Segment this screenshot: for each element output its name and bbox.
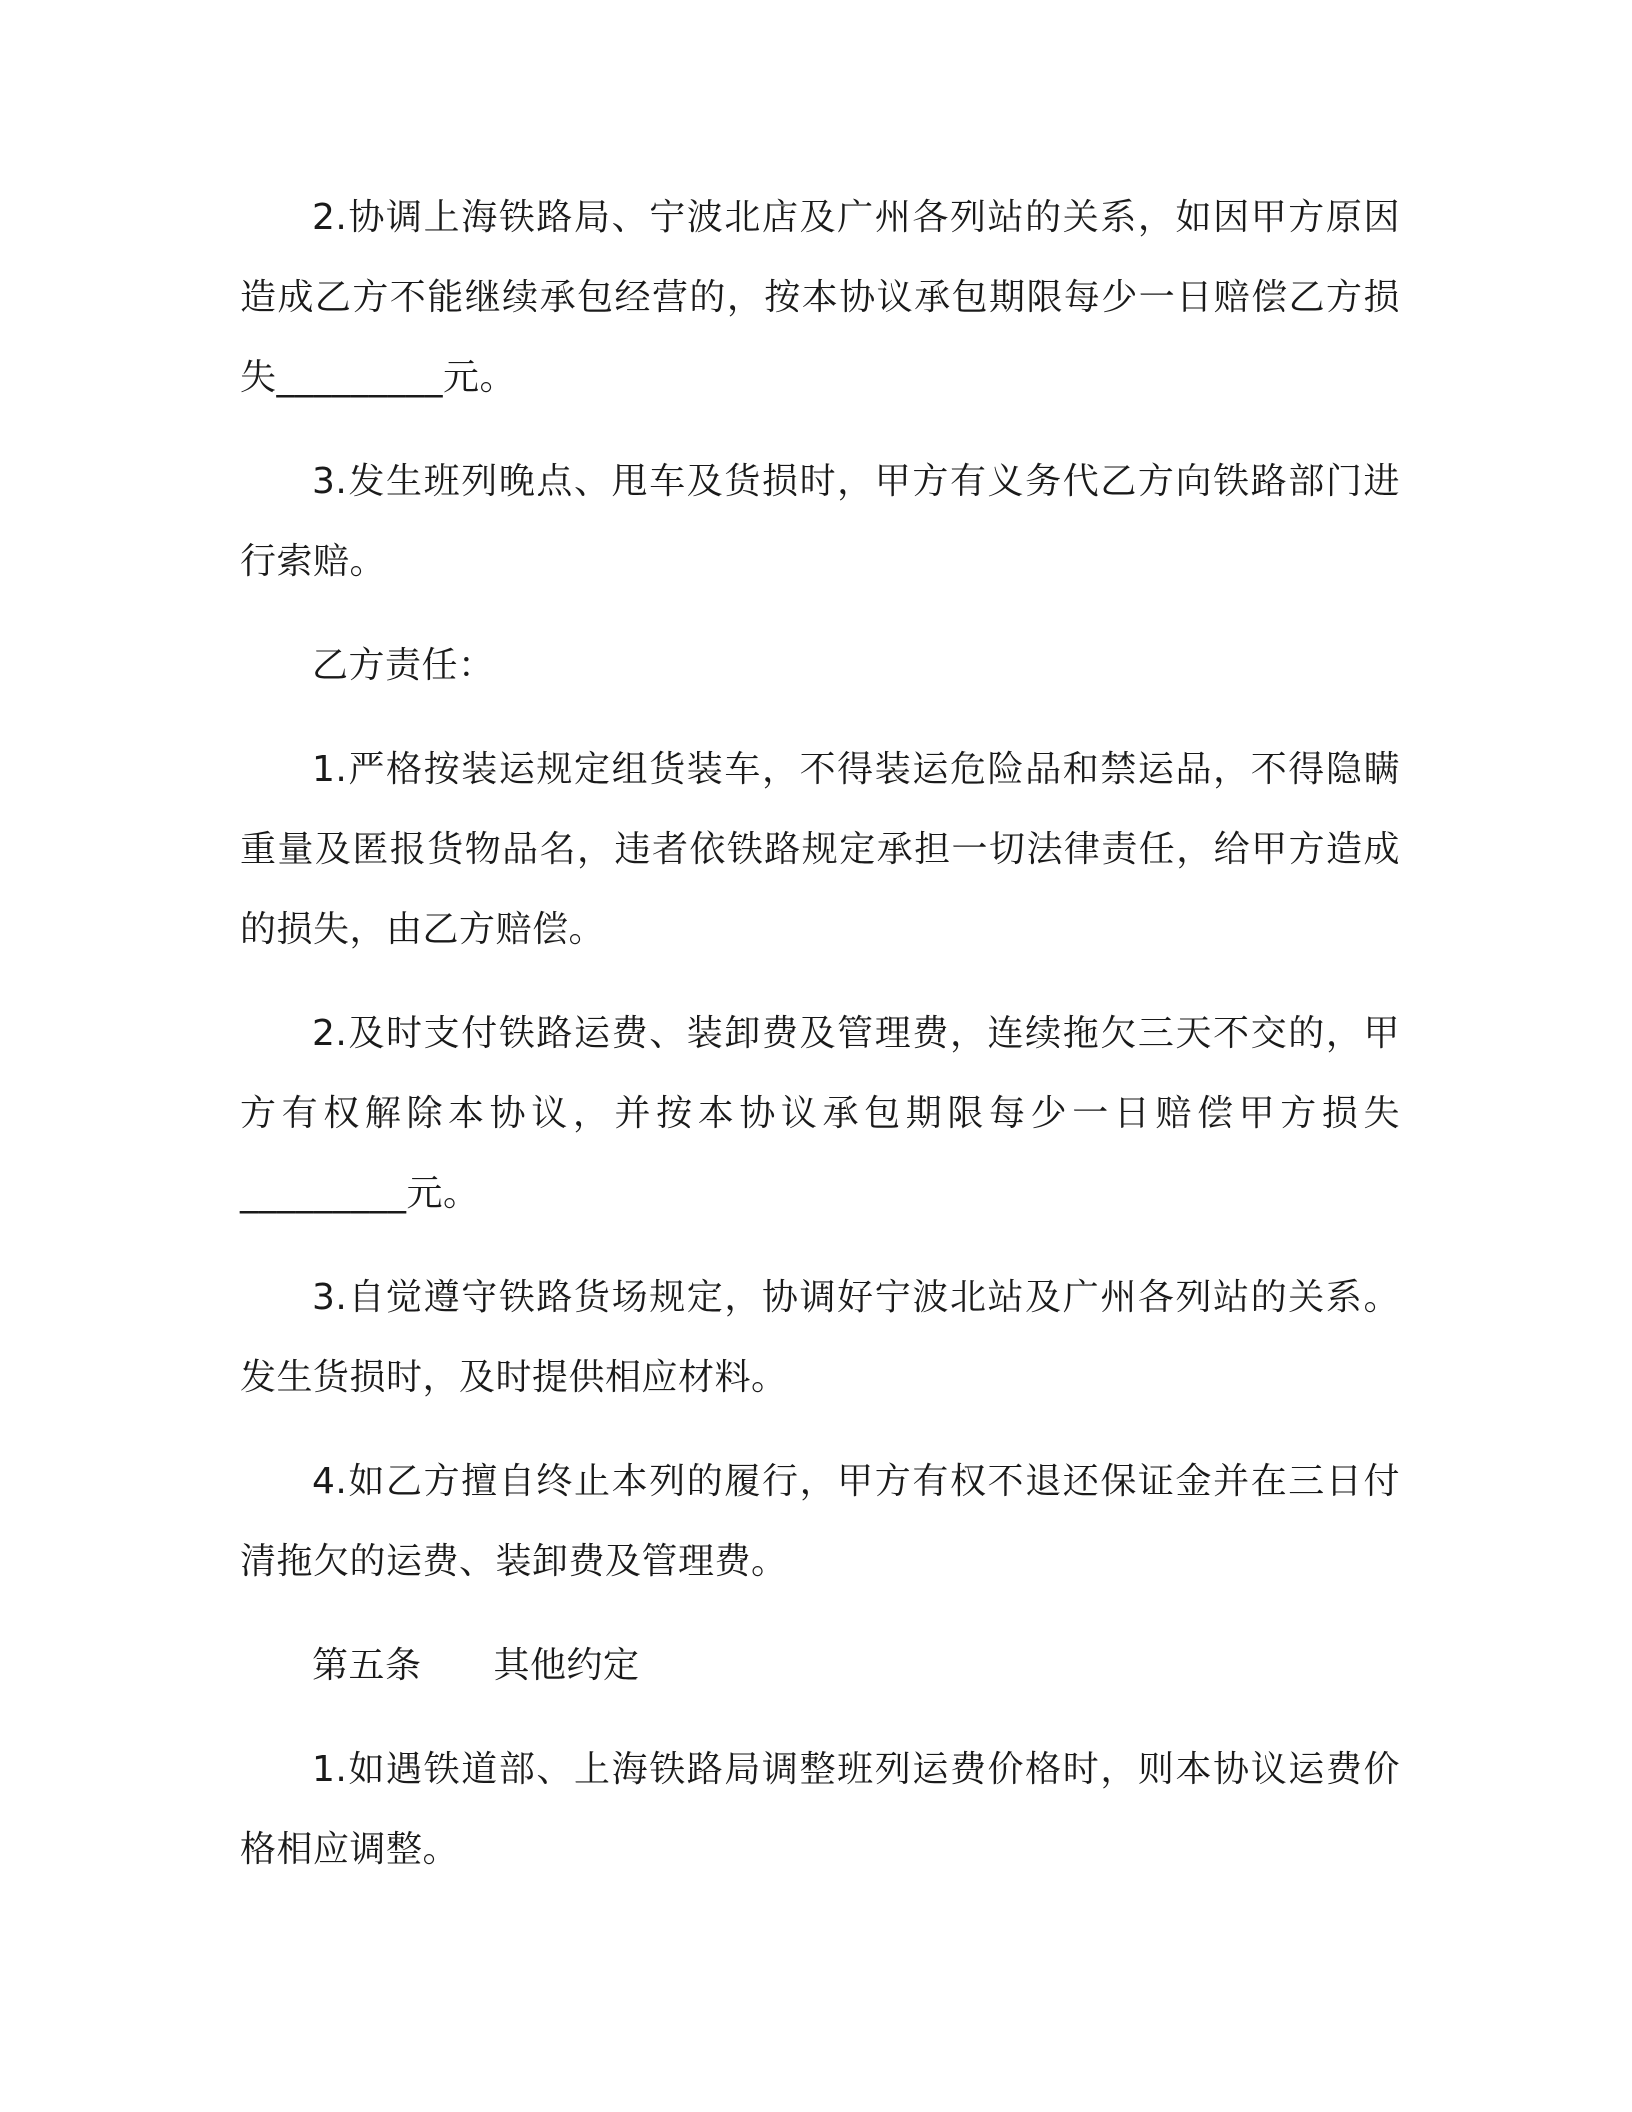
article-5-number: 第五条 [312,1645,422,1686]
paragraph-party-b-duty-2: 2.及时支付铁路运费、装卸费及管理费，连续拖欠三天不交的，甲方有权解除本协议，并按本协议承包期限每少一日赔偿甲方损失_________元。 [240,1013,1400,1214]
article-5-title: 其他约定 [493,1645,640,1686]
document-body [240,178,1400,1914]
heading-party-b-responsibilities: 乙方责任： [312,645,495,686]
paragraph-article-5-item-1: 1.如遇铁道部、上海铁路局调整班列运费价格时，则本协议运费价格相应调整。 [240,1749,1400,1870]
paragraph-party-b-duty-1: 1.严格按装运规定组货装车，不得装运危险品和禁运品，不得隐瞒重量及匿报货物品名，违者依铁路规定承担一切法律责任，给甲方造成的损失，由乙方赔偿。 [240,749,1400,950]
paragraph-party-a-duty-2: 2.协调上海铁路局、宁波北店及广州各列站的关系，如因甲方原因造成乙方不能继续承包经营的，按本协议承包期限每少一日赔偿乙方损失_________元。 [240,197,1400,398]
paragraph-party-b-duty-3: 3.自觉遵守铁路货场规定，协调好宁波北站及广州各列站的关系。发生货损时，及时提供相应材料。 [240,1277,1400,1398]
paragraph-party-a-duty-3: 3.发生班列晚点、甩车及货损时，甲方有义务代乙方向铁路部门进行索赔。 [240,461,1400,582]
paragraph-party-b-duty-4: 4.如乙方擅自终止本列的履行，甲方有权不退还保证金并在三日付清拖欠的运费、装卸费及管理费。 [240,1461,1400,1582]
article-5-heading [240,1626,1400,1706]
